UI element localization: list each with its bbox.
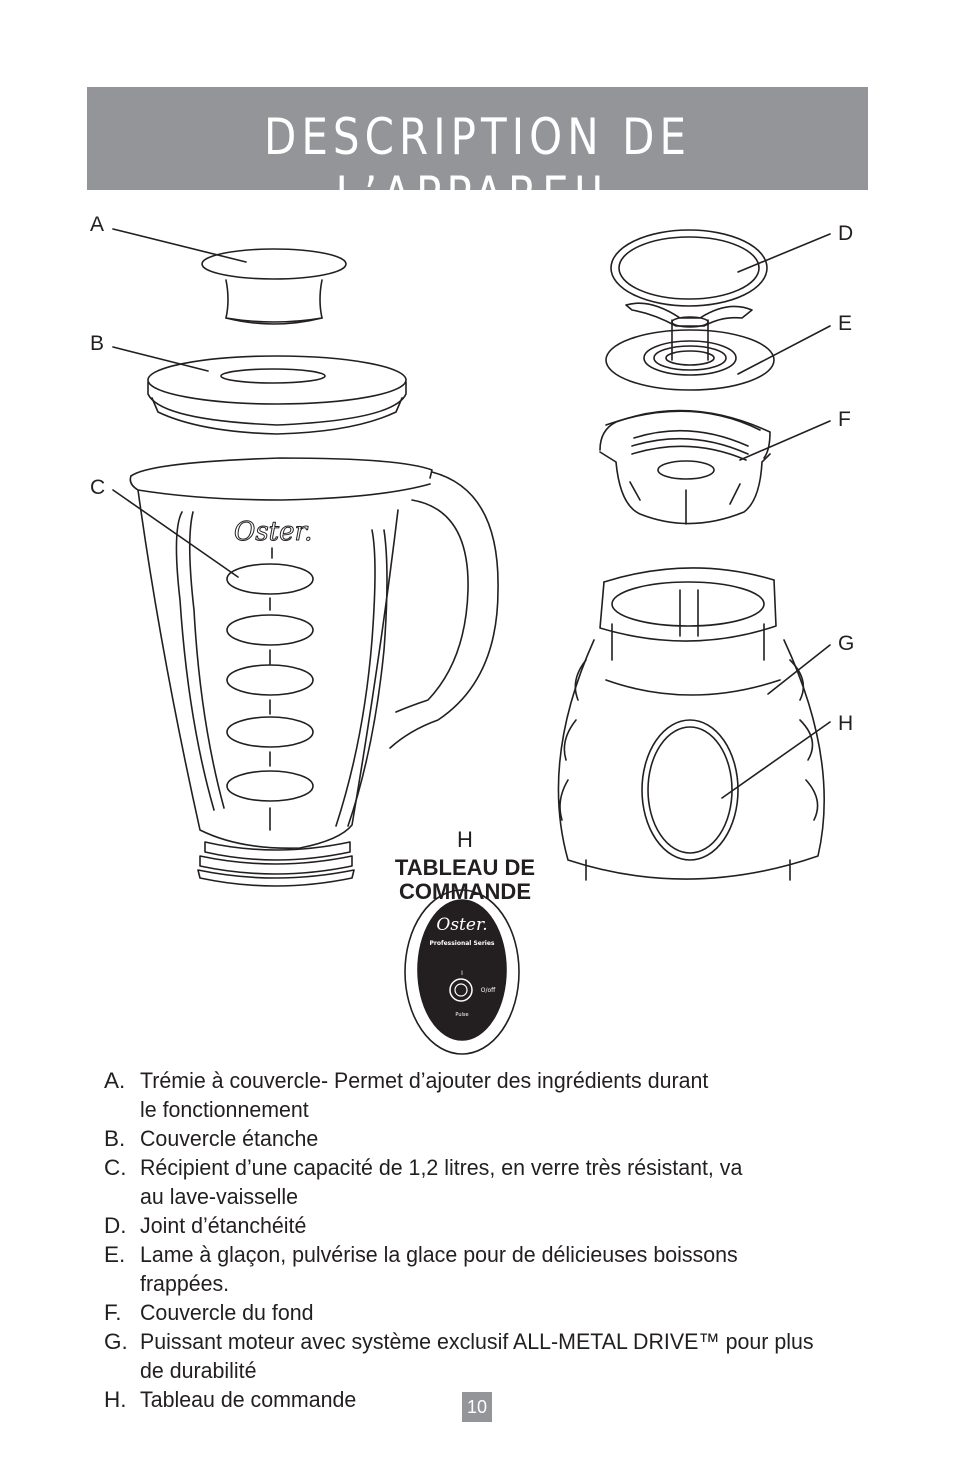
filler-cap-drawing — [202, 249, 346, 324]
leader-d — [738, 234, 830, 272]
list-item-text: Lame à glaçon, pulvérise la glace pour de délicieuses boissons frappées. — [140, 1242, 738, 1296]
list-item-text: Puissant moteur avec système exclusif ALL-METAL DRIVE™ pour plus — [140, 1329, 814, 1354]
list-item — [104, 1211, 864, 1240]
list-item-key: A. — [104, 1068, 126, 1093]
page-title: DESCRIPTION DE L’APPAREIL — [263, 108, 692, 224]
list-item-text: Joint d’étanchéité — [140, 1213, 307, 1238]
list-item-text: Couvercle du fond — [140, 1300, 314, 1325]
list-item-text: Tableau de commande — [140, 1387, 357, 1412]
bottom-cap-drawing — [600, 411, 770, 524]
list-item-text: Couvercle étanche — [140, 1126, 319, 1151]
list-item-text: Trémie à couvercle- Permet d’ajouter des ingrédients durant — [140, 1068, 709, 1093]
callout-b: B — [90, 332, 105, 355]
leader-e — [738, 326, 830, 374]
panel-on-label: I — [461, 970, 463, 977]
jar-drawing — [130, 458, 498, 886]
lid-drawing — [148, 356, 406, 434]
blender-exploded-diagram — [0, 200, 954, 1060]
blade-assembly-drawing — [606, 303, 774, 390]
list-item-text: Récipient d’une capacité de 1,2 litres, en verre très résistant, va — [140, 1155, 743, 1180]
callout-c: C — [90, 476, 106, 499]
panel-pulse-label: Pulse — [455, 1012, 469, 1018]
list-item-key: C. — [104, 1155, 127, 1180]
leader-g — [768, 645, 830, 694]
list-item — [104, 1124, 864, 1153]
list-item — [104, 1298, 864, 1327]
callout-d: D — [838, 222, 854, 245]
list-item-key: E. — [104, 1242, 126, 1267]
leader-a — [113, 229, 246, 262]
page-number: 10 — [462, 1392, 492, 1422]
panel-off-label: O/off — [480, 987, 496, 994]
list-item-key: F. — [104, 1300, 122, 1325]
list-item — [104, 1240, 864, 1298]
title-banner — [87, 87, 868, 224]
leader-h — [722, 722, 830, 798]
list-item-key: G. — [104, 1329, 128, 1354]
callout-g: G — [838, 632, 855, 655]
sealing-ring-drawing — [611, 230, 767, 306]
list-item-text-cont: au lave-vaisselle — [140, 1184, 299, 1209]
list-item — [104, 1153, 864, 1211]
list-item-text-cont: de durabilité — [140, 1358, 257, 1383]
motor-base-drawing — [558, 568, 824, 880]
parts-list — [104, 1066, 864, 1414]
jar-brand-logo: Oster. — [234, 517, 313, 547]
control-panel-heading — [380, 828, 550, 904]
panel-series-label: Professional Series — [429, 940, 495, 947]
callout-a: A — [90, 213, 105, 236]
list-item-key: B. — [104, 1126, 126, 1151]
leader-c — [113, 490, 238, 577]
callout-h: H — [838, 712, 854, 735]
list-item — [104, 1066, 864, 1124]
leader-b — [113, 347, 208, 371]
callout-f: F — [838, 408, 851, 431]
list-item — [104, 1327, 864, 1385]
list-item-key: D. — [104, 1213, 127, 1238]
list-item-key: H. — [104, 1387, 127, 1412]
control-panel-heading-line1: TABLEAU DE — [394, 855, 536, 880]
callout-e: E — [838, 312, 853, 335]
control-panel-letter: H — [457, 827, 473, 852]
control-panel-heading-line2: COMMANDE — [399, 879, 531, 904]
list-item-text-cont: le fonctionnement — [140, 1097, 309, 1122]
panel-brand-logo: Oster. — [436, 915, 488, 935]
